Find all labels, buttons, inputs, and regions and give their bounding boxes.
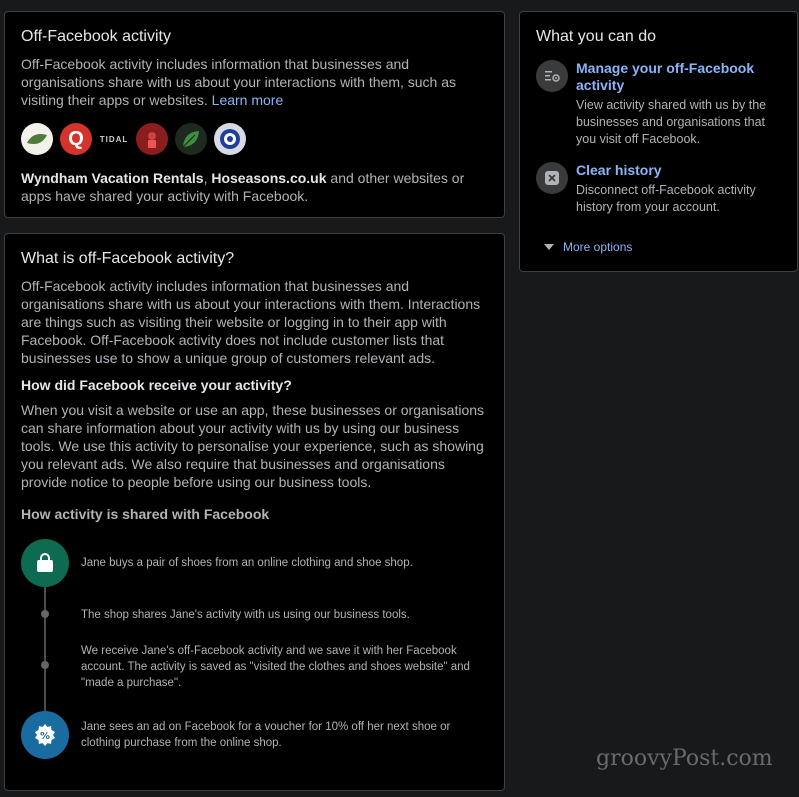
- timeline-step-text: Jane sees an ad on Facebook for a voucher for 10% off her next shoe or clothing purchase from the online shop.: [81, 721, 451, 749]
- card-title: Off-Facebook activity: [21, 28, 171, 45]
- more-options-button[interactable]: [544, 240, 781, 254]
- timeline-step-text: Jane buys a pair of shoes from an online clothing and shoe shop.: [81, 557, 413, 569]
- timeline-step-text: The shop shares Jane's activity with us using our business tools.: [81, 609, 410, 621]
- card-title: What is off-Facebook activity?: [21, 250, 235, 267]
- option-description: Disconnect off-Facebook activity history from your account.: [576, 183, 756, 214]
- how-received-text: When you visit a website or use an app, these businesses or organisations can share information about your activity with us by using our business tools. We use this activity to personalise your experience, such as showing you relevant ads. We also require that businesses and organisations provide notice to people before using our business tools.: [21, 402, 485, 490]
- business-logos: [21, 123, 488, 155]
- off-facebook-activity-card: [4, 11, 505, 218]
- svg-text:%: %: [39, 731, 51, 742]
- timeline-dot: [41, 661, 49, 669]
- timeline-step-text: We receive Jane's off-Facebook activity and we save it with her Facebook account. The activity is saved as "visited the clothes and shoes website" and "made a purchase".: [81, 645, 470, 689]
- leaf-logo[interactable]: [21, 123, 53, 155]
- manage-settings-icon: [536, 60, 568, 92]
- timeline-step: [21, 711, 69, 759]
- what-is-card: [4, 233, 505, 791]
- section-heading: How did Facebook receive your activity?: [21, 377, 292, 393]
- clear-history-option[interactable]: [536, 162, 781, 216]
- business-name-2[interactable]: Hoseasons.co.uk: [211, 170, 327, 186]
- activity-timeline: [21, 539, 488, 769]
- manage-activity-option[interactable]: [536, 60, 781, 148]
- green-leaf-logo[interactable]: [175, 123, 207, 155]
- watermark: groovyPost.com: [596, 746, 773, 771]
- timeline-dot: [41, 610, 49, 618]
- option-description: View activity shared with us by the businesses and organisations that you visit off Facebook.: [576, 98, 767, 146]
- card-title: What you can do: [536, 28, 657, 45]
- shared-apps-text: Wyndham Vacation Rentals, Hoseasons.co.uk and other websites or apps have shared your activity with Facebook.: [21, 170, 465, 204]
- discount-badge-icon: [21, 711, 69, 759]
- timeline-line: [44, 587, 46, 727]
- shopping-bag-icon: [21, 539, 69, 587]
- what-you-can-do-card: [519, 11, 798, 272]
- intro-text: Off-Facebook activity includes information that businesses and organisations share with us about your interactions with them, such as visiting their apps or websites. Learn more: [21, 56, 457, 108]
- business-name-1[interactable]: Wyndham Vacation Rentals: [21, 170, 204, 186]
- section-heading: How activity is shared with Facebook: [21, 506, 270, 522]
- tidal-logo[interactable]: TIDAL: [99, 134, 129, 144]
- definition-text: Off-Facebook activity includes information that businesses and organisations share with us about your interactions with them. Interactions are things such as visiting their website or logging in to their app with Facebook. Off-Facebook activity does not include customer lists that businesses use to show a unique group of customers relevant ads.: [21, 278, 481, 366]
- clear-history-link[interactable]: Clear history: [576, 162, 662, 178]
- q-logo[interactable]: Q: [60, 123, 92, 155]
- manage-activity-link[interactable]: Manage your off-Facebook activity: [576, 60, 755, 93]
- sports-logo[interactable]: [136, 123, 168, 155]
- chelsea-logo[interactable]: [214, 123, 246, 155]
- caret-down-icon: [544, 244, 554, 250]
- clear-x-icon: [536, 162, 568, 194]
- more-options-label: More options: [563, 240, 633, 254]
- learn-more-link[interactable]: Learn more: [211, 92, 284, 108]
- timeline-step: [21, 539, 69, 587]
